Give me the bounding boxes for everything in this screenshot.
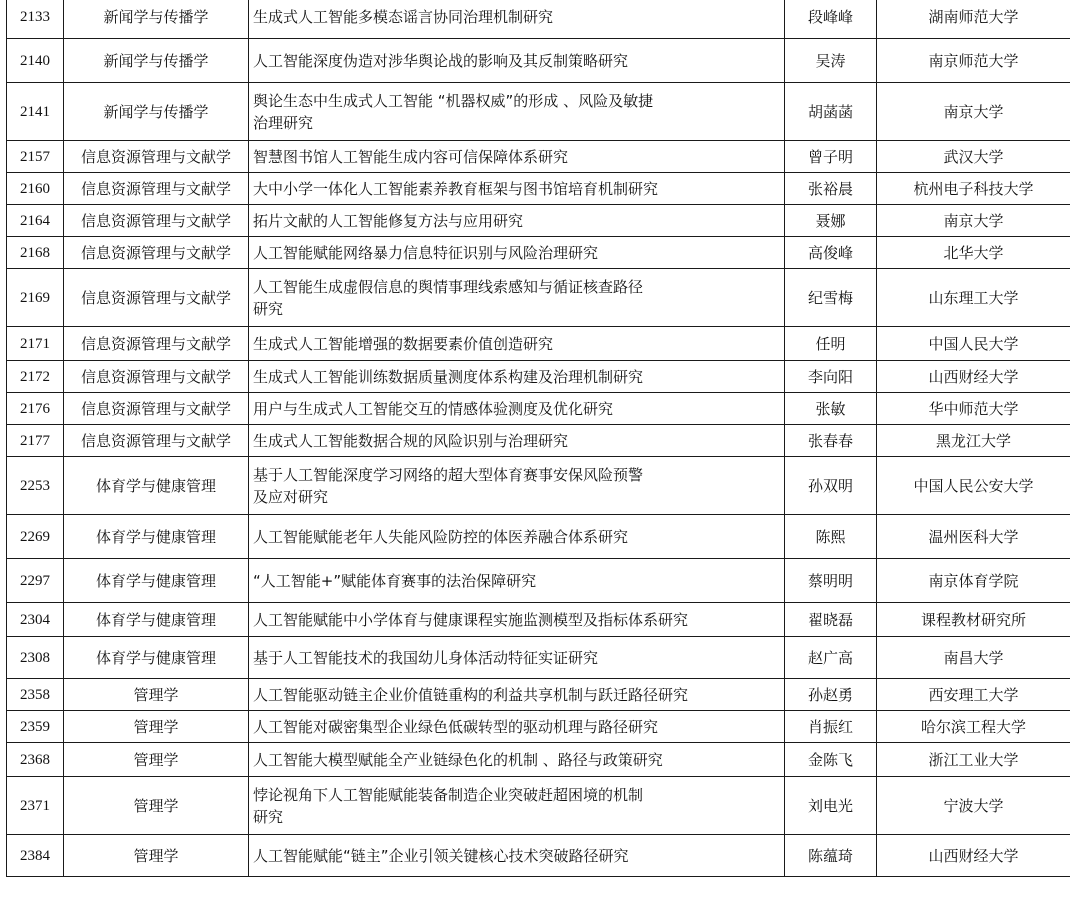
project-id-cell: 2358: [7, 679, 64, 711]
table-row: [7, 237, 1071, 269]
project-title-line: 人工智能赋能老年人失能风险防控的体医养融合体系研究: [253, 527, 629, 546]
principal-investigator-cell: 陈熙: [785, 515, 877, 559]
institution-cell: 宁波大学: [877, 777, 1071, 835]
project-title-cell: [249, 173, 785, 205]
project-title-cell: [249, 777, 785, 835]
principal-investigator-cell: 胡菡菡: [785, 83, 877, 141]
project-title-line: 研究: [253, 807, 284, 826]
project-title-cell: [249, 205, 785, 237]
table-row: [7, 173, 1071, 205]
table-row: [7, 777, 1071, 835]
institution-cell: 温州医科大学: [877, 515, 1071, 559]
table-row: [7, 327, 1071, 361]
discipline-cell: 管理学: [64, 835, 249, 877]
table-row: [7, 603, 1071, 637]
project-title-line: “人工智能+”赋能体育赛事的法治保障研究: [253, 571, 537, 590]
project-title-cell: [249, 711, 785, 743]
project-title-cell: [249, 39, 785, 83]
project-title-cell: [249, 0, 785, 39]
principal-investigator-cell: 孙双明: [785, 457, 877, 515]
principal-investigator-cell: 孙赵勇: [785, 679, 877, 711]
project-title-line: 用户与生成式人工智能交互的情感体验测度及优化研究: [253, 399, 614, 418]
project-id-cell: 2368: [7, 743, 64, 777]
discipline-cell: 信息资源管理与文献学: [64, 361, 249, 393]
discipline-cell: 体育学与健康管理: [64, 603, 249, 637]
discipline-cell: 信息资源管理与文献学: [64, 327, 249, 361]
institution-cell: 课程教材研究所: [877, 603, 1071, 637]
discipline-cell: 管理学: [64, 711, 249, 743]
principal-investigator-cell: 任明: [785, 327, 877, 361]
project-id-cell: 2168: [7, 237, 64, 269]
project-title-cell: [249, 237, 785, 269]
table-row: [7, 361, 1071, 393]
project-title-line: 人工智能赋能中小学体育与健康课程实施监测模型及指标体系研究: [253, 610, 689, 629]
principal-investigator-cell: 纪雪梅: [785, 269, 877, 327]
discipline-cell: 新闻学与传播学: [64, 0, 249, 39]
table-row: [7, 515, 1071, 559]
discipline-cell: 体育学与健康管理: [64, 515, 249, 559]
project-id-cell: 2171: [7, 327, 64, 361]
project-title-line: 治理研究: [253, 113, 314, 132]
table-row: [7, 39, 1071, 83]
discipline-cell: 信息资源管理与文献学: [64, 141, 249, 173]
table-row: [7, 269, 1071, 327]
table-row: [7, 141, 1071, 173]
institution-cell: 华中师范大学: [877, 393, 1071, 425]
project-id-cell: 2160: [7, 173, 64, 205]
project-title-cell: [249, 361, 785, 393]
principal-investigator-cell: 蔡明明: [785, 559, 877, 603]
institution-cell: 北华大学: [877, 237, 1071, 269]
project-id-cell: 2172: [7, 361, 64, 393]
project-title-line: 人工智能大模型赋能全产业链绿色化的机制 、路径与政策研究: [253, 750, 663, 769]
discipline-cell: 信息资源管理与文献学: [64, 205, 249, 237]
table-row: [7, 205, 1071, 237]
page-edge: [1070, 0, 1080, 900]
project-title-cell: [249, 637, 785, 679]
discipline-cell: 管理学: [64, 679, 249, 711]
project-id-cell: 2164: [7, 205, 64, 237]
principal-investigator-cell: 赵广高: [785, 637, 877, 679]
project-title-cell: [249, 457, 785, 515]
project-title-line: 舆论生态中生成式人工智能 “机器权威”的形成 、风险及敏捷: [253, 91, 654, 110]
discipline-cell: 体育学与健康管理: [64, 637, 249, 679]
institution-cell: 湖南师范大学: [877, 0, 1071, 39]
discipline-cell: 体育学与健康管理: [64, 457, 249, 515]
table-row: [7, 835, 1071, 877]
project-id-cell: 2304: [7, 603, 64, 637]
table-row: [7, 83, 1071, 141]
table-row: [7, 457, 1071, 515]
institution-cell: 山东理工大学: [877, 269, 1071, 327]
discipline-cell: 管理学: [64, 743, 249, 777]
project-title-line: 人工智能对碳密集型企业绿色低碳转型的驱动机理与路径研究: [253, 717, 659, 736]
project-id-cell: 2140: [7, 39, 64, 83]
project-list-table: [6, 0, 1071, 877]
institution-cell: 南京大学: [877, 205, 1071, 237]
table-row: [7, 0, 1071, 39]
principal-investigator-cell: 聂娜: [785, 205, 877, 237]
principal-investigator-cell: 高俊峰: [785, 237, 877, 269]
project-title-cell: [249, 515, 785, 559]
project-title-line: 生成式人工智能增强的数据要素价值创造研究: [253, 334, 554, 353]
project-title-cell: [249, 141, 785, 173]
table-body: [7, 0, 1071, 877]
principal-investigator-cell: 肖振红: [785, 711, 877, 743]
project-id-cell: 2176: [7, 393, 64, 425]
project-title-line: 生成式人工智能数据合规的风险识别与治理研究: [253, 431, 569, 450]
institution-cell: 浙江工业大学: [877, 743, 1071, 777]
principal-investigator-cell: 吴涛: [785, 39, 877, 83]
project-id-cell: 2371: [7, 777, 64, 835]
project-id-cell: 2133: [7, 0, 64, 39]
institution-cell: 黑龙江大学: [877, 425, 1071, 457]
discipline-cell: 信息资源管理与文献学: [64, 425, 249, 457]
institution-cell: 山西财经大学: [877, 361, 1071, 393]
institution-cell: 南昌大学: [877, 637, 1071, 679]
project-title-line: 生成式人工智能多模态谣言协同治理机制研究: [253, 7, 554, 26]
institution-cell: 中国人民大学: [877, 327, 1071, 361]
discipline-cell: 信息资源管理与文献学: [64, 173, 249, 205]
project-title-cell: [249, 679, 785, 711]
project-title-line: 拓片文献的人工智能修复方法与应用研究: [253, 211, 524, 230]
institution-cell: 山西财经大学: [877, 835, 1071, 877]
institution-cell: 武汉大学: [877, 141, 1071, 173]
project-title-line: 及应对研究: [253, 487, 329, 506]
table-row: [7, 425, 1071, 457]
table-row: [7, 559, 1071, 603]
project-id-cell: 2297: [7, 559, 64, 603]
project-id-cell: 2384: [7, 835, 64, 877]
principal-investigator-cell: 曾子明: [785, 141, 877, 173]
project-id-cell: 2157: [7, 141, 64, 173]
discipline-cell: 信息资源管理与文献学: [64, 269, 249, 327]
table-row: [7, 637, 1071, 679]
principal-investigator-cell: 刘电光: [785, 777, 877, 835]
table-row: [7, 711, 1071, 743]
project-title-line: 智慧图书馆人工智能生成内容可信保障体系研究: [253, 147, 569, 166]
principal-investigator-cell: 翟晓磊: [785, 603, 877, 637]
project-title-cell: [249, 743, 785, 777]
institution-cell: 中国人民公安大学: [877, 457, 1071, 515]
project-title-line: 研究: [253, 299, 284, 318]
principal-investigator-cell: 李向阳: [785, 361, 877, 393]
project-title-cell: [249, 835, 785, 877]
institution-cell: 杭州电子科技大学: [877, 173, 1071, 205]
project-title-line: 人工智能赋能网络暴力信息特征识别与风险治理研究: [253, 243, 599, 262]
discipline-cell: 管理学: [64, 777, 249, 835]
principal-investigator-cell: 金陈飞: [785, 743, 877, 777]
project-id-cell: 2359: [7, 711, 64, 743]
project-title-cell: [249, 425, 785, 457]
project-title-line: 人工智能赋能“链主”企业引领关键核心技术突破路径研究: [253, 846, 629, 865]
discipline-cell: 体育学与健康管理: [64, 559, 249, 603]
institution-cell: 西安理工大学: [877, 679, 1071, 711]
table-row: [7, 393, 1071, 425]
project-title-cell: [249, 603, 785, 637]
institution-cell: 南京大学: [877, 83, 1071, 141]
project-title-cell: [249, 83, 785, 141]
principal-investigator-cell: 段峰峰: [785, 0, 877, 39]
table-row: [7, 743, 1071, 777]
project-title-line: 悖论视角下人工智能赋能装备制造企业突破赶超困境的机制: [253, 785, 644, 804]
principal-investigator-cell: 张敏: [785, 393, 877, 425]
principal-investigator-cell: 陈蕴琦: [785, 835, 877, 877]
institution-cell: 哈尔滨工程大学: [877, 711, 1071, 743]
project-title-line: 人工智能驱动链主企业价值链重构的利益共享机制与跃迁路径研究: [253, 685, 689, 704]
project-id-cell: 2308: [7, 637, 64, 679]
discipline-cell: 新闻学与传播学: [64, 83, 249, 141]
project-id-cell: 2177: [7, 425, 64, 457]
project-id-cell: 2169: [7, 269, 64, 327]
institution-cell: 南京体育学院: [877, 559, 1071, 603]
discipline-cell: 新闻学与传播学: [64, 39, 249, 83]
project-title-line: 大中小学一体化人工智能素养教育框架与图书馆培育机制研究: [253, 179, 659, 198]
table-row: [7, 679, 1071, 711]
project-title-line: 生成式人工智能训练数据质量测度体系构建及治理机制研究: [253, 367, 644, 386]
project-id-cell: 2253: [7, 457, 64, 515]
project-title-cell: [249, 393, 785, 425]
project-title-line: 基于人工智能深度学习网络的超大型体育赛事安保风险预警: [253, 465, 644, 484]
project-title-cell: [249, 269, 785, 327]
project-title-cell: [249, 559, 785, 603]
discipline-cell: 信息资源管理与文献学: [64, 237, 249, 269]
principal-investigator-cell: 张裕晨: [785, 173, 877, 205]
project-title-cell: [249, 327, 785, 361]
project-id-cell: 2141: [7, 83, 64, 141]
project-title-line: 人工智能生成虚假信息的舆情事理线索感知与循证核查路径: [253, 277, 644, 296]
institution-cell: 南京师范大学: [877, 39, 1071, 83]
principal-investigator-cell: 张春春: [785, 425, 877, 457]
project-id-cell: 2269: [7, 515, 64, 559]
discipline-cell: 信息资源管理与文献学: [64, 393, 249, 425]
project-title-line: 基于人工智能技术的我国幼儿身体活动特征实证研究: [253, 648, 599, 667]
project-title-line: 人工智能深度伪造对涉华舆论战的影响及其反制策略研究: [253, 51, 629, 70]
